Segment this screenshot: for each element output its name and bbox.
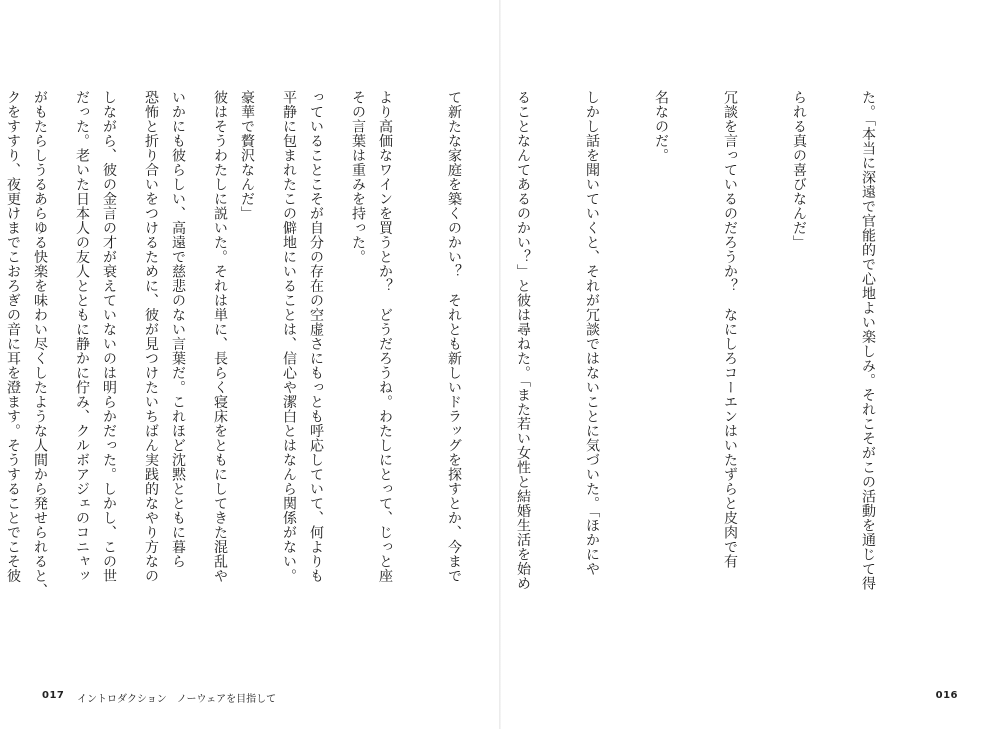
text-line: 冗談を言っているのだろうか？ なにしろコーエンはいたずらと皮肉で有: [722, 90, 738, 569]
text-line: 豪華で贅沢なんだ」: [239, 90, 255, 221]
text-line: だった。老いた日本人の友人とともに静かに佇み、クルボアジェのコニャッ: [74, 90, 90, 583]
text-line: しながら、彼の金言の才が衰えていないのは明らかだった。しかし、この世: [101, 90, 117, 583]
running-head: イントロダクション ノーウェアを目指して: [77, 694, 277, 705]
text-line: より高価なワインを買うとか？ どうだろうね。わたしにとって、じっと座: [377, 90, 393, 583]
text-line: て新たな家庭を築くのかい？ それとも新しいドラッグを探すとか、今まで: [446, 90, 462, 583]
text-line: 名なのだ。: [653, 90, 669, 163]
text-line: 平静に包まれたこの僻地にいることは、信心や潔白とはなんら関係がない。: [281, 90, 297, 583]
text-line: 彼はそうわたしに説いた。それは単に、長らく寝床をともにしてきた混乱や: [212, 90, 228, 583]
text-line: っていることこそが自分の存在の空虚さにもっとも呼応していて、何よりも: [308, 90, 324, 583]
page-number: 016: [935, 690, 958, 701]
text-line: その言葉は重みを持った。: [350, 90, 366, 264]
page-number: 017: [42, 690, 65, 701]
text-line: た。「本当に深遠で官能的で心地よい楽しみ。それこそがこの活動を通じて得: [860, 90, 876, 591]
text-line: 恐怖と折り合いをつけるために、彼が見つけたいちばん実践的なやり方なの: [143, 90, 159, 583]
text-line: られる真の喜びなんだ」: [791, 90, 807, 250]
text-line: しかし話を聞いていくと、それが冗談ではないことに気づいた。「ほかにや: [584, 90, 600, 576]
text-line: ることなんてあるのかい？」と彼は尋ねた。「また若い女性と結婚生活を始め: [515, 90, 531, 591]
text-line: がもたらしうるあらゆる快楽を味わい尽くしたような人間から発せられると、: [32, 90, 48, 598]
text-line: クをすすり、夜更けまでこおろぎの音に耳を澄ます。そうすることでこそ彼: [5, 90, 21, 583]
text-line: いかにも彼らしい、高遠で慈悲のない言葉だ。これほど沈黙とともに暮ら: [170, 90, 186, 569]
